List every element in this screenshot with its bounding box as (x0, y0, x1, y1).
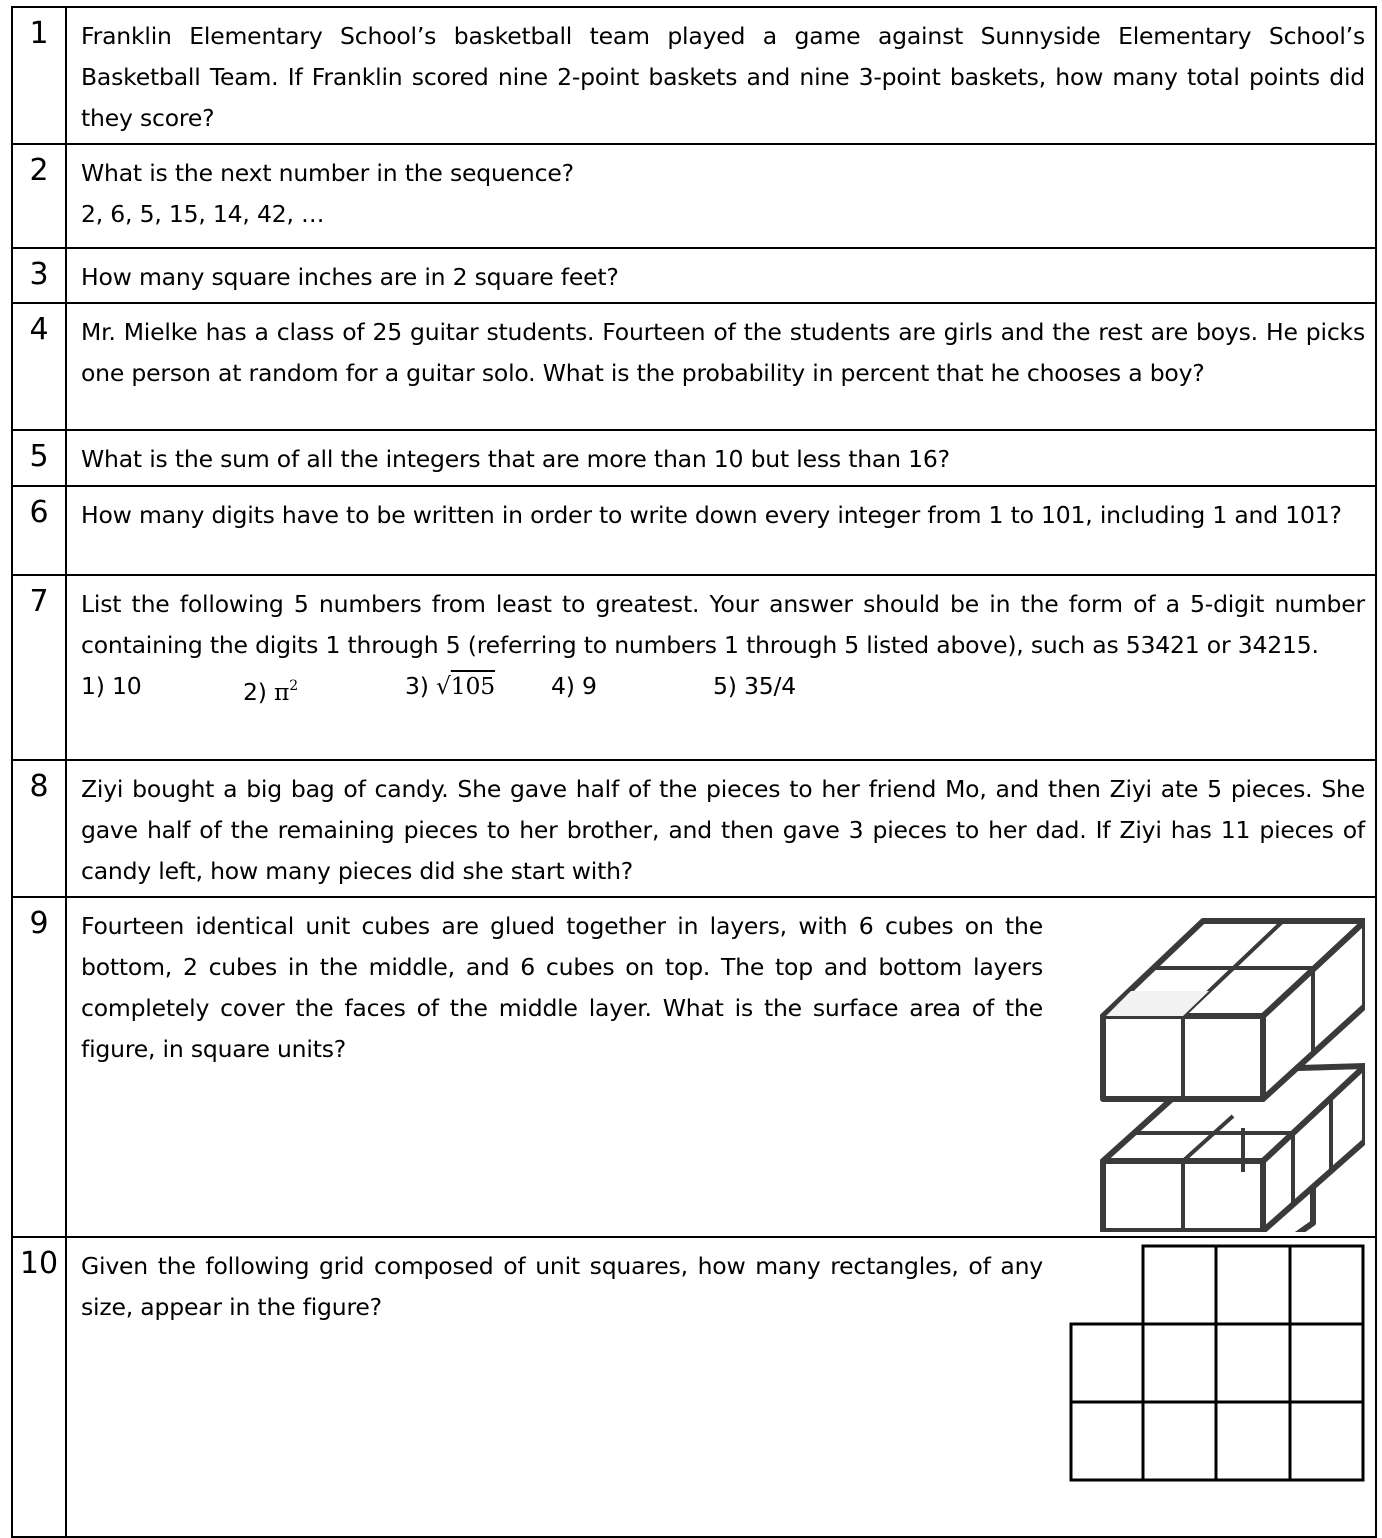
problem-number: 7 (12, 575, 66, 760)
problem-row (12, 760, 1376, 897)
problem-number: 9 (12, 897, 66, 1237)
problem-3-text: How many square inches are in 2 square feet? (81, 263, 619, 291)
problem-table (11, 6, 1377, 1538)
problem-6-text: How many digits have to be written in order to write down every integer from 1 to 101, including 1 and 101? (81, 501, 1342, 529)
problem-row (12, 575, 1376, 760)
option-1: 1) 10 (81, 672, 142, 700)
problem-row (12, 1237, 1376, 1537)
problem-row (12, 7, 1376, 144)
problem-2-sequence: 2, 6, 5, 15, 14, 42, … (81, 200, 325, 228)
problem-row (12, 144, 1376, 248)
radicand: 105 (450, 672, 496, 700)
problem-text (66, 430, 1376, 486)
option-4: 4) 9 (551, 672, 597, 700)
problem-8-text: Ziyi bought a big bag of candy. She gave half of the pieces to her friend Mo, and then Ziyi ate 5 pieces. She gave half of the remaining pieces to her brother, and then gave 3 pieces to her dad. If Ziyi has 11 pieces of candy left, how many pieces did she start with? (81, 775, 1365, 885)
problem-text (66, 760, 1376, 897)
problem-7-text: List the following 5 numbers from least to greatest. Your answer should be in the form of a 5-digit number containing the digits 1 through 5 (referring to numbers 1 through 5 listed above), such as 53421 or 34215. (81, 590, 1365, 659)
problem-number: 4 (12, 303, 66, 430)
option-3-label: 3) (405, 672, 436, 700)
problem-text (66, 486, 1376, 575)
cubes-figure (1093, 910, 1365, 1232)
option-2-label: 2) (243, 678, 274, 706)
problem-text (66, 144, 1376, 248)
option-2 (243, 666, 405, 713)
problem-4-text: Mr. Mielke has a class of 25 guitar students. Fourteen of the students are girls and the rest are boys. He picks one person at random for a guitar solo. What is the probability in percent that he chooses a boy? (81, 318, 1365, 387)
problem-number: 1 (12, 7, 66, 144)
problem-number: 8 (12, 760, 66, 897)
square-root-symbol: √ (436, 672, 451, 700)
problem-9-text: Fourteen identical unit cubes are glued together in layers, with 6 cubes on the bottom, 2 cubes in the middle, and 6 cubes on top. The top and bottom layers completely cover the faces of the middle layer. What is the surface area of the figure, in square units? (81, 912, 1043, 1063)
problem-text (66, 303, 1376, 430)
option-3 (405, 666, 551, 713)
problem-row (12, 486, 1376, 575)
pi-symbol: π (274, 678, 290, 706)
grid-figure (1069, 1244, 1365, 1484)
problem-row (12, 897, 1376, 1237)
problem-1-text: Franklin Elementary School’s basketball team played a game against Sunnyside Elementary School’s Basketball Team. If Franklin scored nine 2-point baskets and nine 3-point baskets, how many total points did they score? (81, 22, 1365, 132)
problem-text (66, 1237, 1376, 1537)
problem-row (12, 430, 1376, 486)
problem-row (12, 303, 1376, 430)
problem-number: 2 (12, 144, 66, 248)
problem-number: 3 (12, 248, 66, 303)
problem-text (66, 248, 1376, 303)
options-list (81, 666, 1365, 713)
problem-number: 6 (12, 486, 66, 575)
problem-2-text: What is the next number in the sequence? (81, 159, 574, 187)
problem-10-text: Given the following grid composed of unit squares, how many rectangles, of any size, appear in the figure? (81, 1252, 1043, 1321)
option-5: 5) 35/4 (713, 672, 796, 700)
problem-number: 10 (12, 1237, 66, 1537)
problem-row (12, 248, 1376, 303)
problem-text (66, 575, 1376, 760)
exponent: 2 (289, 678, 298, 694)
problem-number: 5 (12, 430, 66, 486)
problem-5-text: What is the sum of all the integers that are more than 10 but less than 16? (81, 445, 950, 473)
problem-text (66, 7, 1376, 144)
problem-text (66, 897, 1376, 1237)
